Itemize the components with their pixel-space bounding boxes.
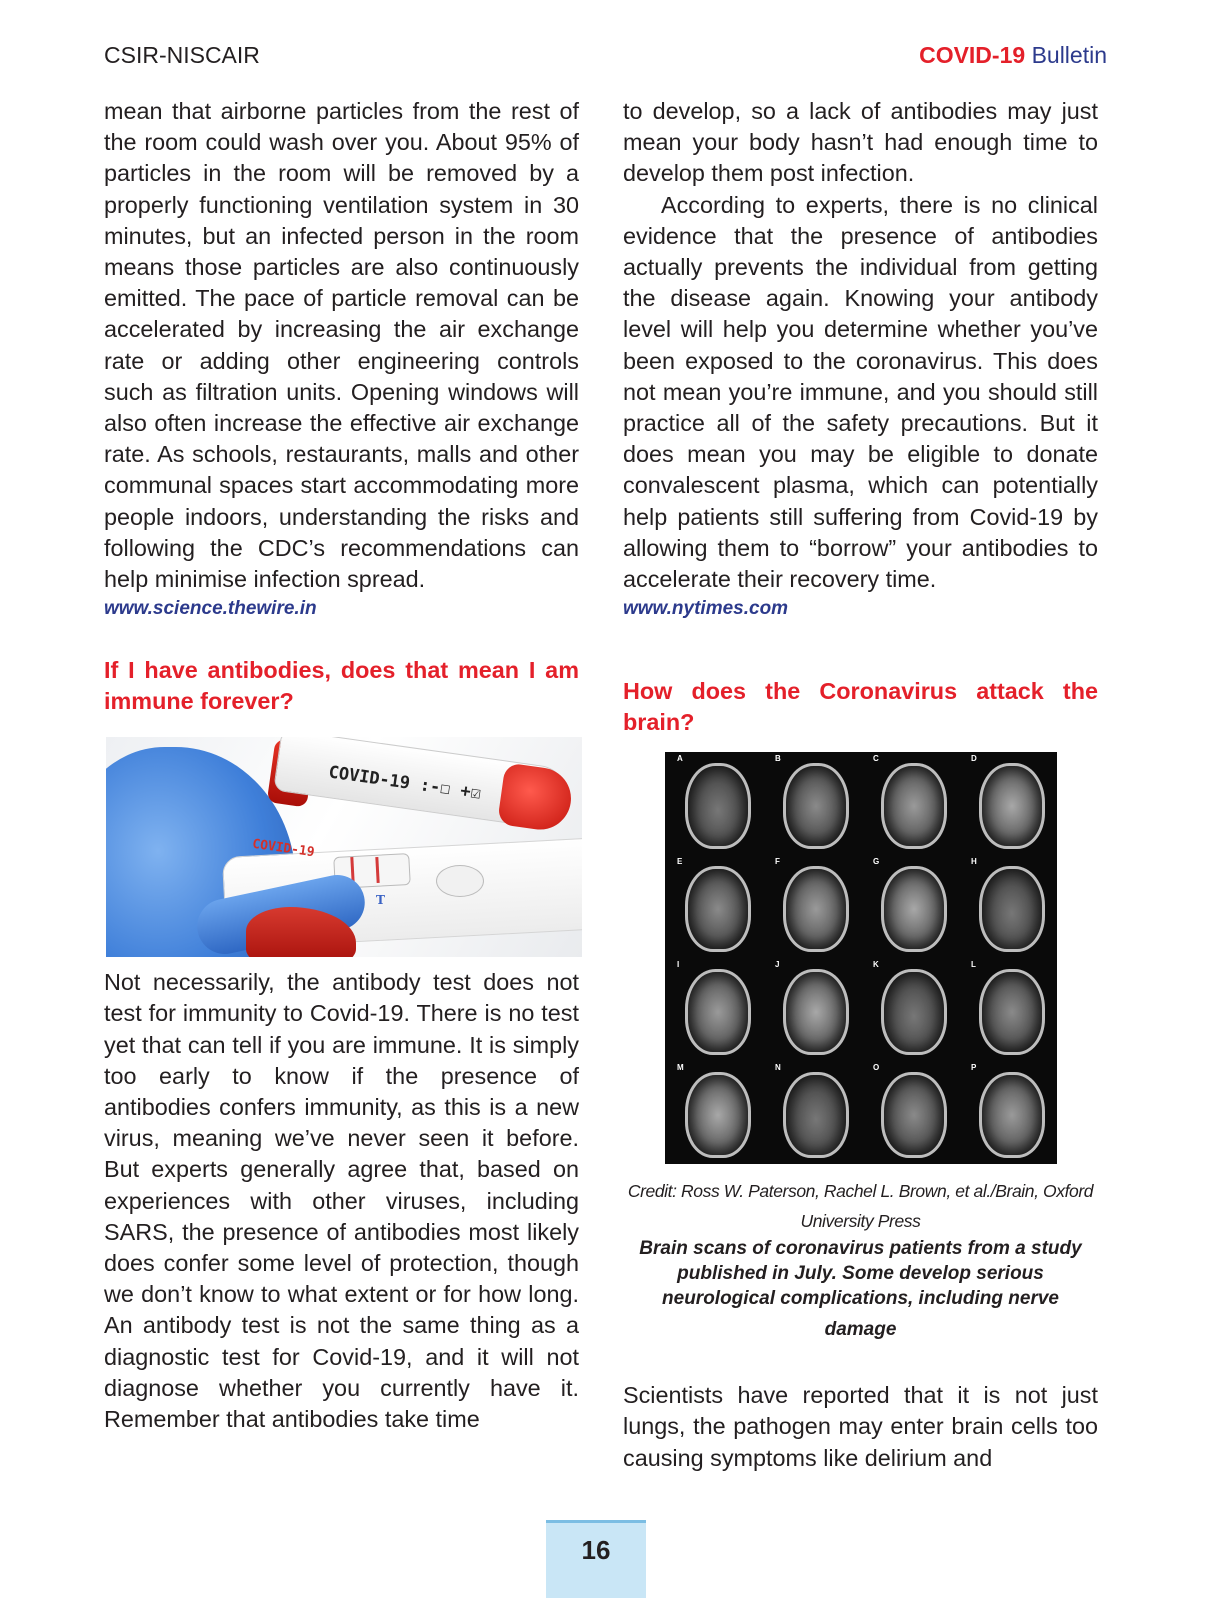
tube-cap-shape — [497, 763, 575, 834]
brain-scan-shape — [881, 1072, 947, 1158]
experts-paragraph: According to experts, there is no clinical evidence that the presence of antibodies actually prevents the individual from getting the disease again. Knowing your antibody level will help you determine whether you’ve been exposed to the coronavirus. This does not mean you’re immune, and you should still practice all of the safety precautions. But it does mean you may be eligible to donate convalescent plasma, which can potentially help patients still suffering from Covid-19 by allowing them to “borrow” your antibodies to accelerate their recovery time. — [623, 191, 1098, 593]
scan-panel-f — [763, 855, 861, 958]
brain-scan-shape — [881, 969, 947, 1055]
scan-panel-letter: M — [677, 1063, 684, 1073]
scan-panel-p — [959, 1061, 1057, 1164]
scan-panel-letter: P — [971, 1063, 977, 1073]
scientists-paragraph: Scientists have reported that it is not just lungs, the pathogen may enter brain cells too causing symptoms like delirium and — [623, 1382, 1098, 1471]
scan-panel-b — [763, 752, 861, 855]
scan-panel-letter: J — [775, 960, 780, 970]
antibody-test-paragraph: Not necessarily, the antibody test does not test for immunity to Covid-19. There is no test yet that can tell if you are immune. It is simply too early to know if the presence of antibodies confers immunity, as this is a new virus, meaning we’ve never seen it before. But experts generally agree that, based on experiences with other viruses, including SARS, the presence of antibodies most likely does confer some level of protection, though we don’t know to what extent or for how long. An antibody test is not the same thing as a diagnostic test for Covid-19, and it will not diagnose whether you currently have it. Remember that antibodies take time — [104, 969, 579, 1433]
scan-panel-letter: O — [873, 1063, 880, 1073]
brain-scan-shape — [979, 866, 1045, 952]
scan-panel-letter: F — [775, 857, 780, 867]
scan-panel-letter: E — [677, 857, 683, 867]
brain-scan-shape — [979, 1072, 1045, 1158]
bulletin-title-covid: COVID-19 — [919, 42, 1026, 68]
cassette-label: COVID-19 — [251, 836, 316, 861]
continued-paragraph: to develop, so a lack of antibodies may just mean your body hasn’t had enough time to develop them post infection. — [623, 98, 1098, 187]
brain-scan-shape — [685, 969, 751, 1055]
cassette-t-label: T — [376, 893, 385, 908]
brain-scan-shape — [685, 1072, 751, 1158]
scan-panel-letter: G — [873, 857, 880, 867]
bulletin-title — [919, 42, 1107, 69]
scan-panel-m — [665, 1061, 763, 1164]
brain-scan-shape — [783, 969, 849, 1055]
scan-panel-n — [763, 1061, 861, 1164]
scan-panel-letter: L — [971, 960, 976, 970]
scan-panel-j — [763, 958, 861, 1061]
source-link-nytimes[interactable]: www.nytimes.com — [623, 598, 789, 620]
brain-scan-shape — [881, 866, 947, 952]
scan-panel-letter: K — [873, 960, 879, 970]
scan-panel-letter: D — [971, 754, 977, 764]
brain-scan-shape — [783, 1072, 849, 1158]
scan-panel-letter: B — [775, 754, 781, 764]
scan-panel-letter: A — [677, 754, 683, 764]
brain-scan-shape — [979, 969, 1045, 1055]
right-column — [623, 96, 1098, 1474]
scan-panel-e — [665, 855, 763, 958]
scan-panel-letter: I — [677, 960, 680, 970]
source-link-thewire[interactable]: www.science.thewire.in — [104, 598, 317, 620]
scan-panel-i — [665, 958, 763, 1061]
brain-scan-shape — [881, 763, 947, 849]
scan-panel-o — [861, 1061, 959, 1164]
scan-panel-c — [861, 752, 959, 855]
scan-panel-letter: H — [971, 857, 977, 867]
brain-scan-shape — [685, 866, 751, 952]
ventilation-paragraph: mean that airborne particles from the rest of the room could wash over you. About 95% of particles in the room will be removed by a properly functioning ventilation system in 30 minutes, but an infected person in the room means those particles are also continuously emitted. The pace of particle removal can be accelerated by increasing the air exchange rate or adding other engineering controls such as filtration units. Opening windows will also often increase the effective air exchange rate. As schools, restaurants, malls and other communal spaces start accommodating more people indoors, understanding the risks and following the CDC’s recommendations can help minimise infection spread. — [104, 98, 579, 593]
brain-scan-shape — [685, 763, 751, 849]
brain-scan-shape — [783, 866, 849, 952]
figure-credit: Credit: Ross W. Paterson, Rachel L. Brown, et al./Brain, Oxford University Press — [627, 1181, 1094, 1232]
covid-test-image — [106, 737, 582, 957]
scan-panel-g — [861, 855, 959, 958]
tube-label: COVID-19 :-☐ +☑ — [327, 762, 483, 804]
brain-heading: How does the Coronavirus attack the brain? — [623, 678, 1098, 736]
brain-scans-figure — [665, 752, 1057, 1164]
bulletin-title-word: Bulletin — [1031, 42, 1107, 68]
scan-panel-l — [959, 958, 1057, 1061]
scan-panel-h — [959, 855, 1057, 958]
scan-panel-a — [665, 752, 763, 855]
figure-caption: Brain scans of coronavirus patients from a study published in July. Some develop serious neurological complications, including nerve — [639, 1238, 1082, 1310]
figure-caption-last-line: damage — [824, 1319, 897, 1341]
scan-panel-letter: C — [873, 754, 879, 764]
publisher-name: CSIR-NISCAIR — [104, 42, 260, 68]
brain-scan-shape — [783, 763, 849, 849]
scan-panel-d — [959, 752, 1057, 855]
antibodies-heading: If I have antibodies, does that mean I am immune forever? — [104, 657, 579, 715]
scan-panel-k — [861, 958, 959, 1061]
page-number: 16 — [546, 1520, 646, 1598]
scan-panel-letter: N — [775, 1063, 781, 1073]
brain-scan-shape — [979, 763, 1045, 849]
left-column — [104, 96, 579, 1435]
